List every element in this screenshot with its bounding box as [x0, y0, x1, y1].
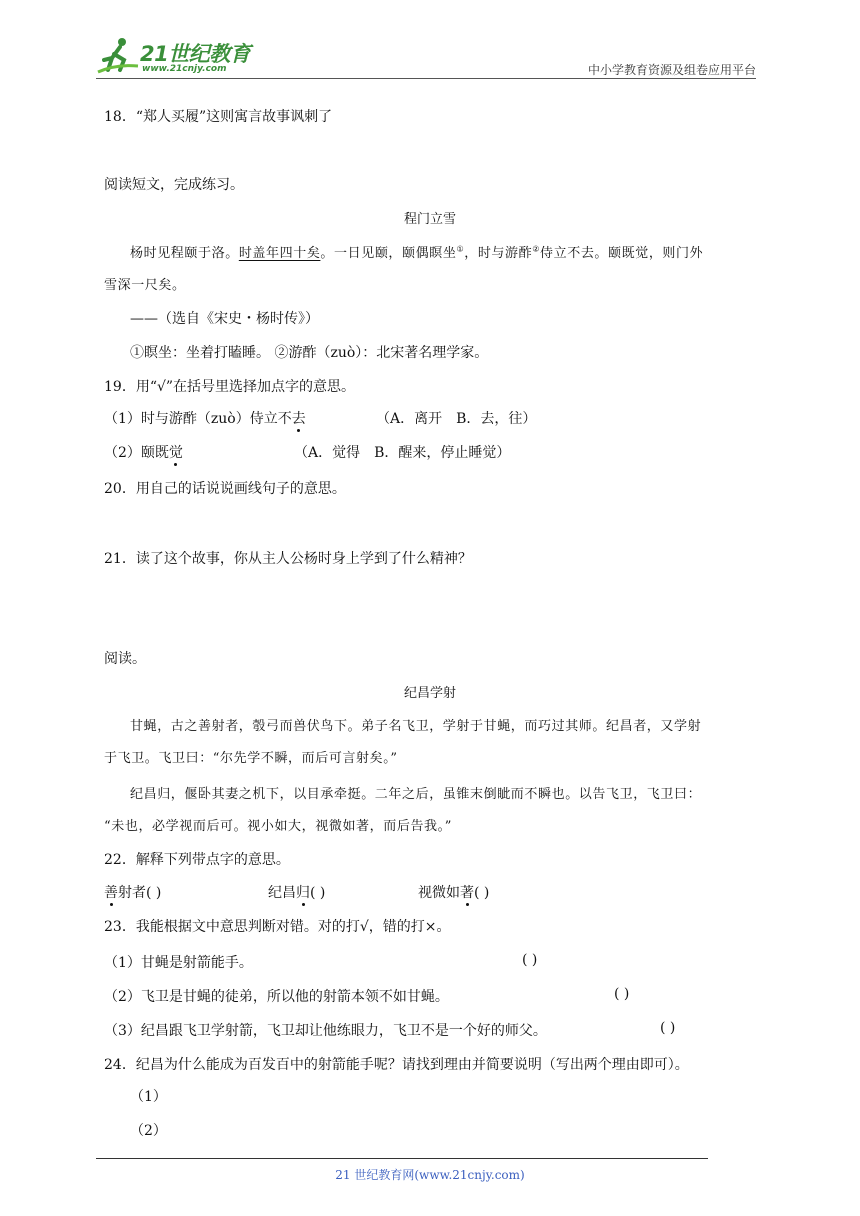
- q19-item2-text: （2）颐既: [104, 445, 169, 461]
- footnote-mark-2: ②: [532, 244, 541, 254]
- q23-item2: （2）飞卫是甘蝇的徒弟，所以他的射箭本领不如甘蝇。: [104, 989, 449, 1005]
- passage2-line3: 纪昌归，偃卧其妻之机下，以目承牵挺。二年之后，虽锥末倒眦而不瞬也。以告飞卫，飞卫曰：: [130, 787, 702, 802]
- runner-logo-icon: [96, 36, 140, 76]
- q22-word3-rest: ( ): [474, 885, 490, 901]
- question-19-item2-options: （A．觉得 B．醒来，停止睡觉）: [294, 445, 511, 461]
- dotted-char-zhu: 著: [460, 882, 474, 902]
- question-18: 18．“郑人买履”这则寓言故事讽刺了: [104, 109, 333, 125]
- question-24-stem: 24．纪昌为什么能成为百发百中的射箭能手呢？请找到理由并简要说明（写出两个理由即可）。: [104, 1057, 689, 1073]
- passage2-intro: 阅读。: [104, 651, 146, 667]
- passage2-line4: “未也，必学视而后可。视小如大，视微如著，而后告我。”: [104, 819, 452, 834]
- q22-word3-pre: 视微如: [418, 885, 460, 901]
- passage1-notes: ①瞑坐：坐着打瞌睡。 ②游酢（zuò）：北宋著名理学家。: [130, 345, 489, 361]
- q22-word3: [418, 882, 489, 902]
- p1-text-b: 。一日见颐，颐偶瞑坐: [320, 246, 457, 261]
- q24-answer1: （1）: [130, 1089, 167, 1105]
- q22-word1: [104, 882, 161, 902]
- footer-link[interactable]: 21 世纪教育网(www.21cnjy.com): [335, 1168, 525, 1182]
- question-23-stem: 23．我能根据文中意思判断对错。对的打√，错的打×。: [104, 919, 451, 935]
- q23-item2-blank: ( ): [614, 986, 630, 1002]
- header-divider: [96, 78, 756, 79]
- p1-text-c: ，时与游酢: [464, 246, 533, 261]
- p1-text-d: 侍立不去。颐既觉，则门外: [540, 246, 704, 261]
- question-21: 21．读了这个故事，你从主人公杨时身上学到了什么精神？: [104, 551, 472, 567]
- q24-answer2: （2）: [130, 1123, 167, 1139]
- dotted-char-shan: 善: [104, 882, 118, 902]
- passage2-title: 纪昌学射: [403, 686, 456, 701]
- logo-url: www.21cnjy.com: [142, 64, 227, 74]
- question-19-item1: [104, 408, 306, 428]
- passage1-title: 程门立雪: [403, 212, 456, 227]
- q22-word2: [268, 882, 325, 902]
- passage2-line2: 于飞卫。飞卫曰：“尔先学不瞬，而后可言射矣。”: [104, 751, 398, 766]
- passage2-line1: 甘蝇，古之善射者，彀弓而兽伏鸟下。弟子名飞卫，学射于甘蝇，而巧过其师。纪昌者，又学射: [130, 719, 702, 734]
- q22-word2-pre: 纪昌: [268, 885, 296, 901]
- site-logo: [96, 36, 256, 76]
- dotted-char-jue: 觉: [169, 442, 183, 462]
- question-20: 20．用自己的话说说画线句子的意思。: [104, 481, 346, 497]
- dotted-char-qu: 去: [292, 408, 306, 428]
- p1-text-a: 杨时见程颐于洛。: [130, 246, 239, 261]
- platform-name: 中小学教育资源及组卷应用平台: [587, 63, 756, 77]
- q19-item1-text: （1）时与游酢（zuò）侍立不: [104, 411, 292, 427]
- underlined-sentence: 时盖年四十矣: [238, 246, 321, 261]
- footnote-mark-1: ①: [456, 244, 465, 254]
- dotted-char-gui: 归: [296, 882, 310, 902]
- passage1-intro: 阅读短文，完成练习。: [104, 177, 244, 193]
- question-22-stem: 22．解释下列带点字的意思。: [104, 852, 290, 868]
- question-19-stem: 19．用“√”在括号里选择加点字的意思。: [104, 379, 356, 395]
- question-19-item1-options: （A．离开 B．去，往）: [376, 411, 537, 427]
- q22-word1-rest: 射者( ): [118, 885, 162, 901]
- footer-divider: [96, 1158, 708, 1159]
- passage1-line1: [130, 242, 703, 261]
- passage1-line2: 雪深一尺矣。: [104, 278, 186, 293]
- q22-word2-rest: ( ): [310, 885, 326, 901]
- q23-item3-blank: ( ): [660, 1020, 676, 1036]
- q23-item1: （1）甘蝇是射箭能手。: [104, 955, 253, 971]
- question-19-item2: [104, 442, 183, 462]
- q23-item1-blank: ( ): [522, 952, 538, 968]
- q23-item3: （3）纪昌跟飞卫学射箭，飞卫却让他练眼力，飞卫不是一个好的师父。: [104, 1023, 547, 1039]
- logo-text: 21世纪教育: [140, 42, 251, 66]
- passage1-source: ——（选自《宋史・杨时传》）: [130, 311, 319, 327]
